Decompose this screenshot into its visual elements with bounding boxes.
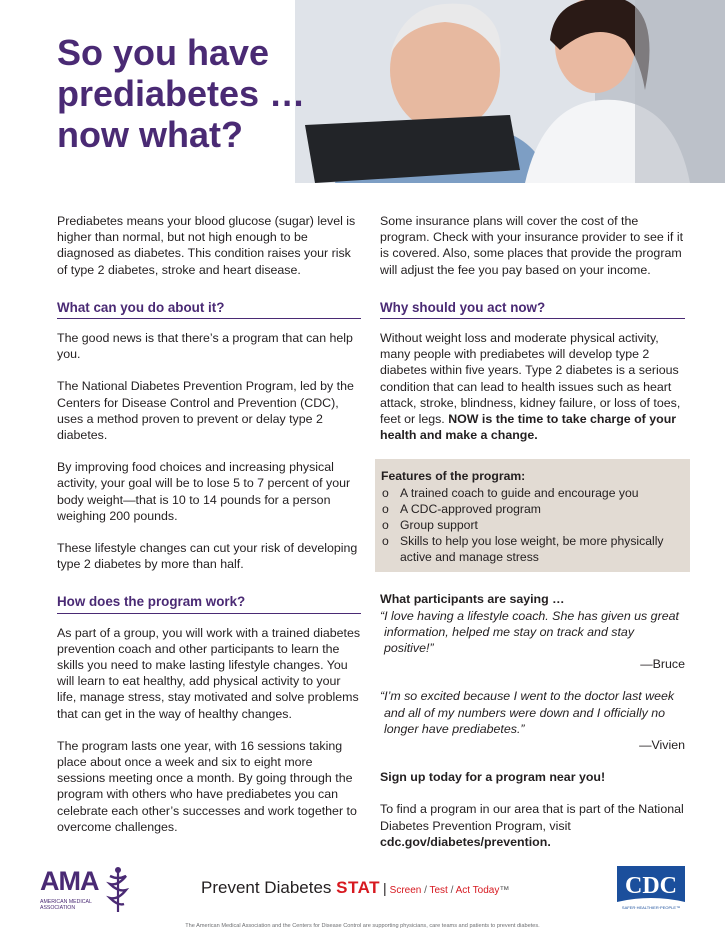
title-line-2: prediabetes … [57,73,306,114]
title-line-1: So you have [57,32,270,73]
bullet-icon: o [382,502,389,517]
cdc-logo-text: CDC [625,873,677,899]
why-act-now-body: Without weight loss and moderate physical activity, many people with prediabetes will develop type 2 diabetes within five years. Type 2 diabetes is a serious condition that can lead to health issues such as heart attack, stroke, blindness, kidney failure, or loss of toes, feet or legs. [380,331,681,427]
signup-body: To find a program in our area that is part of the National Diabetes Prevention Program, visit [380,802,684,833]
what-paragraph-4: These lifestyle changes can cut your risk of developing type 2 diabetes by more than half. [57,541,358,572]
list-item: o A trained coach to guide and encourage you [382,486,639,501]
list-item: o A CDC-approved program [382,502,541,517]
how-paragraph-2: The program lasts one year, with 16 sessions taking place about once a week and six to eight more sessions meeting once a month. By going through the program with others who have prediabetes you can celebrate each other’s successes and work together to overcome challenges. [57,738,357,834]
quote-bruce: “I love having a lifestyle coach. She has given us great information, helped me stay on track and stay positive!” [380,608,679,656]
how-program-works-heading: How does the program work? [57,594,361,613]
participants-heading: What participants are saying … [380,592,565,607]
title-line-3: now what? [57,114,243,155]
page-title [57,32,305,155]
insurance-paragraph: Some insurance plans will cover the cost of the program. Check with your insurance provider to see if it is covered. Also, some places that provide the program will adjust the fee you pay based on your income. [380,214,684,277]
left-column [57,213,361,851]
list-item: o Skills to help you lose weight, be more physically active and manage stress [382,534,664,565]
right-column [380,213,685,866]
signup-heading: Sign up today for a program near you! [380,770,606,785]
what-paragraph-1: The good news is that there’s a program that can help you. [57,331,353,362]
footer-note: The American Medical Association and the Centers for Disease Control are supporting physicians, care teams and patients to prevent diabetes. [185,923,540,929]
intro-paragraph: Prediabetes means your blood glucose (sugar) level is higher than normal, but not high enough to be diagnosed as diabetes. This condition raises your risk of type 2 diabetes, stroke and heart disease. [57,214,356,277]
what-paragraph-2: The National Diabetes Prevention Program, led by the Centers for Disease Control and Prevention (CDC), uses a method proven to prevent or delay type 2 diabetes. [57,379,354,443]
quote-vivien: “I’m so excited because I went to the doctor last week and all of my numbers were down and I officially no longer have prediabetes.” [380,689,675,736]
cdc-tagline: SAFER·HEALTHIER·PEOPLE™ [621,905,681,910]
list-item: o Group support [382,518,478,533]
why-act-now-emphasis: NOW is the time to take charge of your health and make a change. [380,412,677,443]
bullet-icon: o [382,534,389,549]
why-act-now-paragraph [380,330,685,443]
signup-paragraph [380,801,685,850]
what-paragraph-3: By improving food choices and increasing physical activity, your goal will be to lose 5 to 7 percent of your body weight—that is 10 to 14 pounds for a person weighing 200 pounds. [57,460,351,523]
ama-caduceus-icon [104,866,132,914]
bullet-icon: o [382,486,389,501]
footer-logos [0,862,725,922]
quote-author-vivien: —Vivien [639,738,685,753]
stat-text: STAT [336,878,381,897]
hero-photo [295,0,725,183]
prevent-diabetes-stat-logo: Prevent Diabetes STAT | Screen / Test / Act Today™ [201,878,510,897]
what-can-you-do-heading: What can you do about it? [57,300,361,319]
cdc-logo [617,866,685,910]
cdc-prevention-link[interactable]: cdc.gov/diabetes/prevention. [380,834,551,849]
features-list [381,485,682,565]
quote-author-bruce: —Bruce [640,657,685,672]
features-box [375,459,690,572]
features-heading: Features of the program: [381,469,526,484]
how-paragraph-1: As part of a group, you will work with a trained diabetes prevention coach and other participants to learn the skills you need to make lasting lifestyle changes. You will learn to eat healthy, add physical activity to your life, manage stress, stay motivated and solve problems that can get in the way of healthy changes. [57,625,361,721]
pds-tagline: Screen / Test / Act Today™ [389,885,510,896]
bullet-icon: o [382,518,389,533]
ama-logo [40,866,135,916]
why-act-now-heading: Why should you act now? [380,300,685,319]
ama-logo-subtitle: AMERICAN MEDICAL ASSOCIATION [40,899,92,911]
ama-logo-text: AMA [40,866,99,896]
